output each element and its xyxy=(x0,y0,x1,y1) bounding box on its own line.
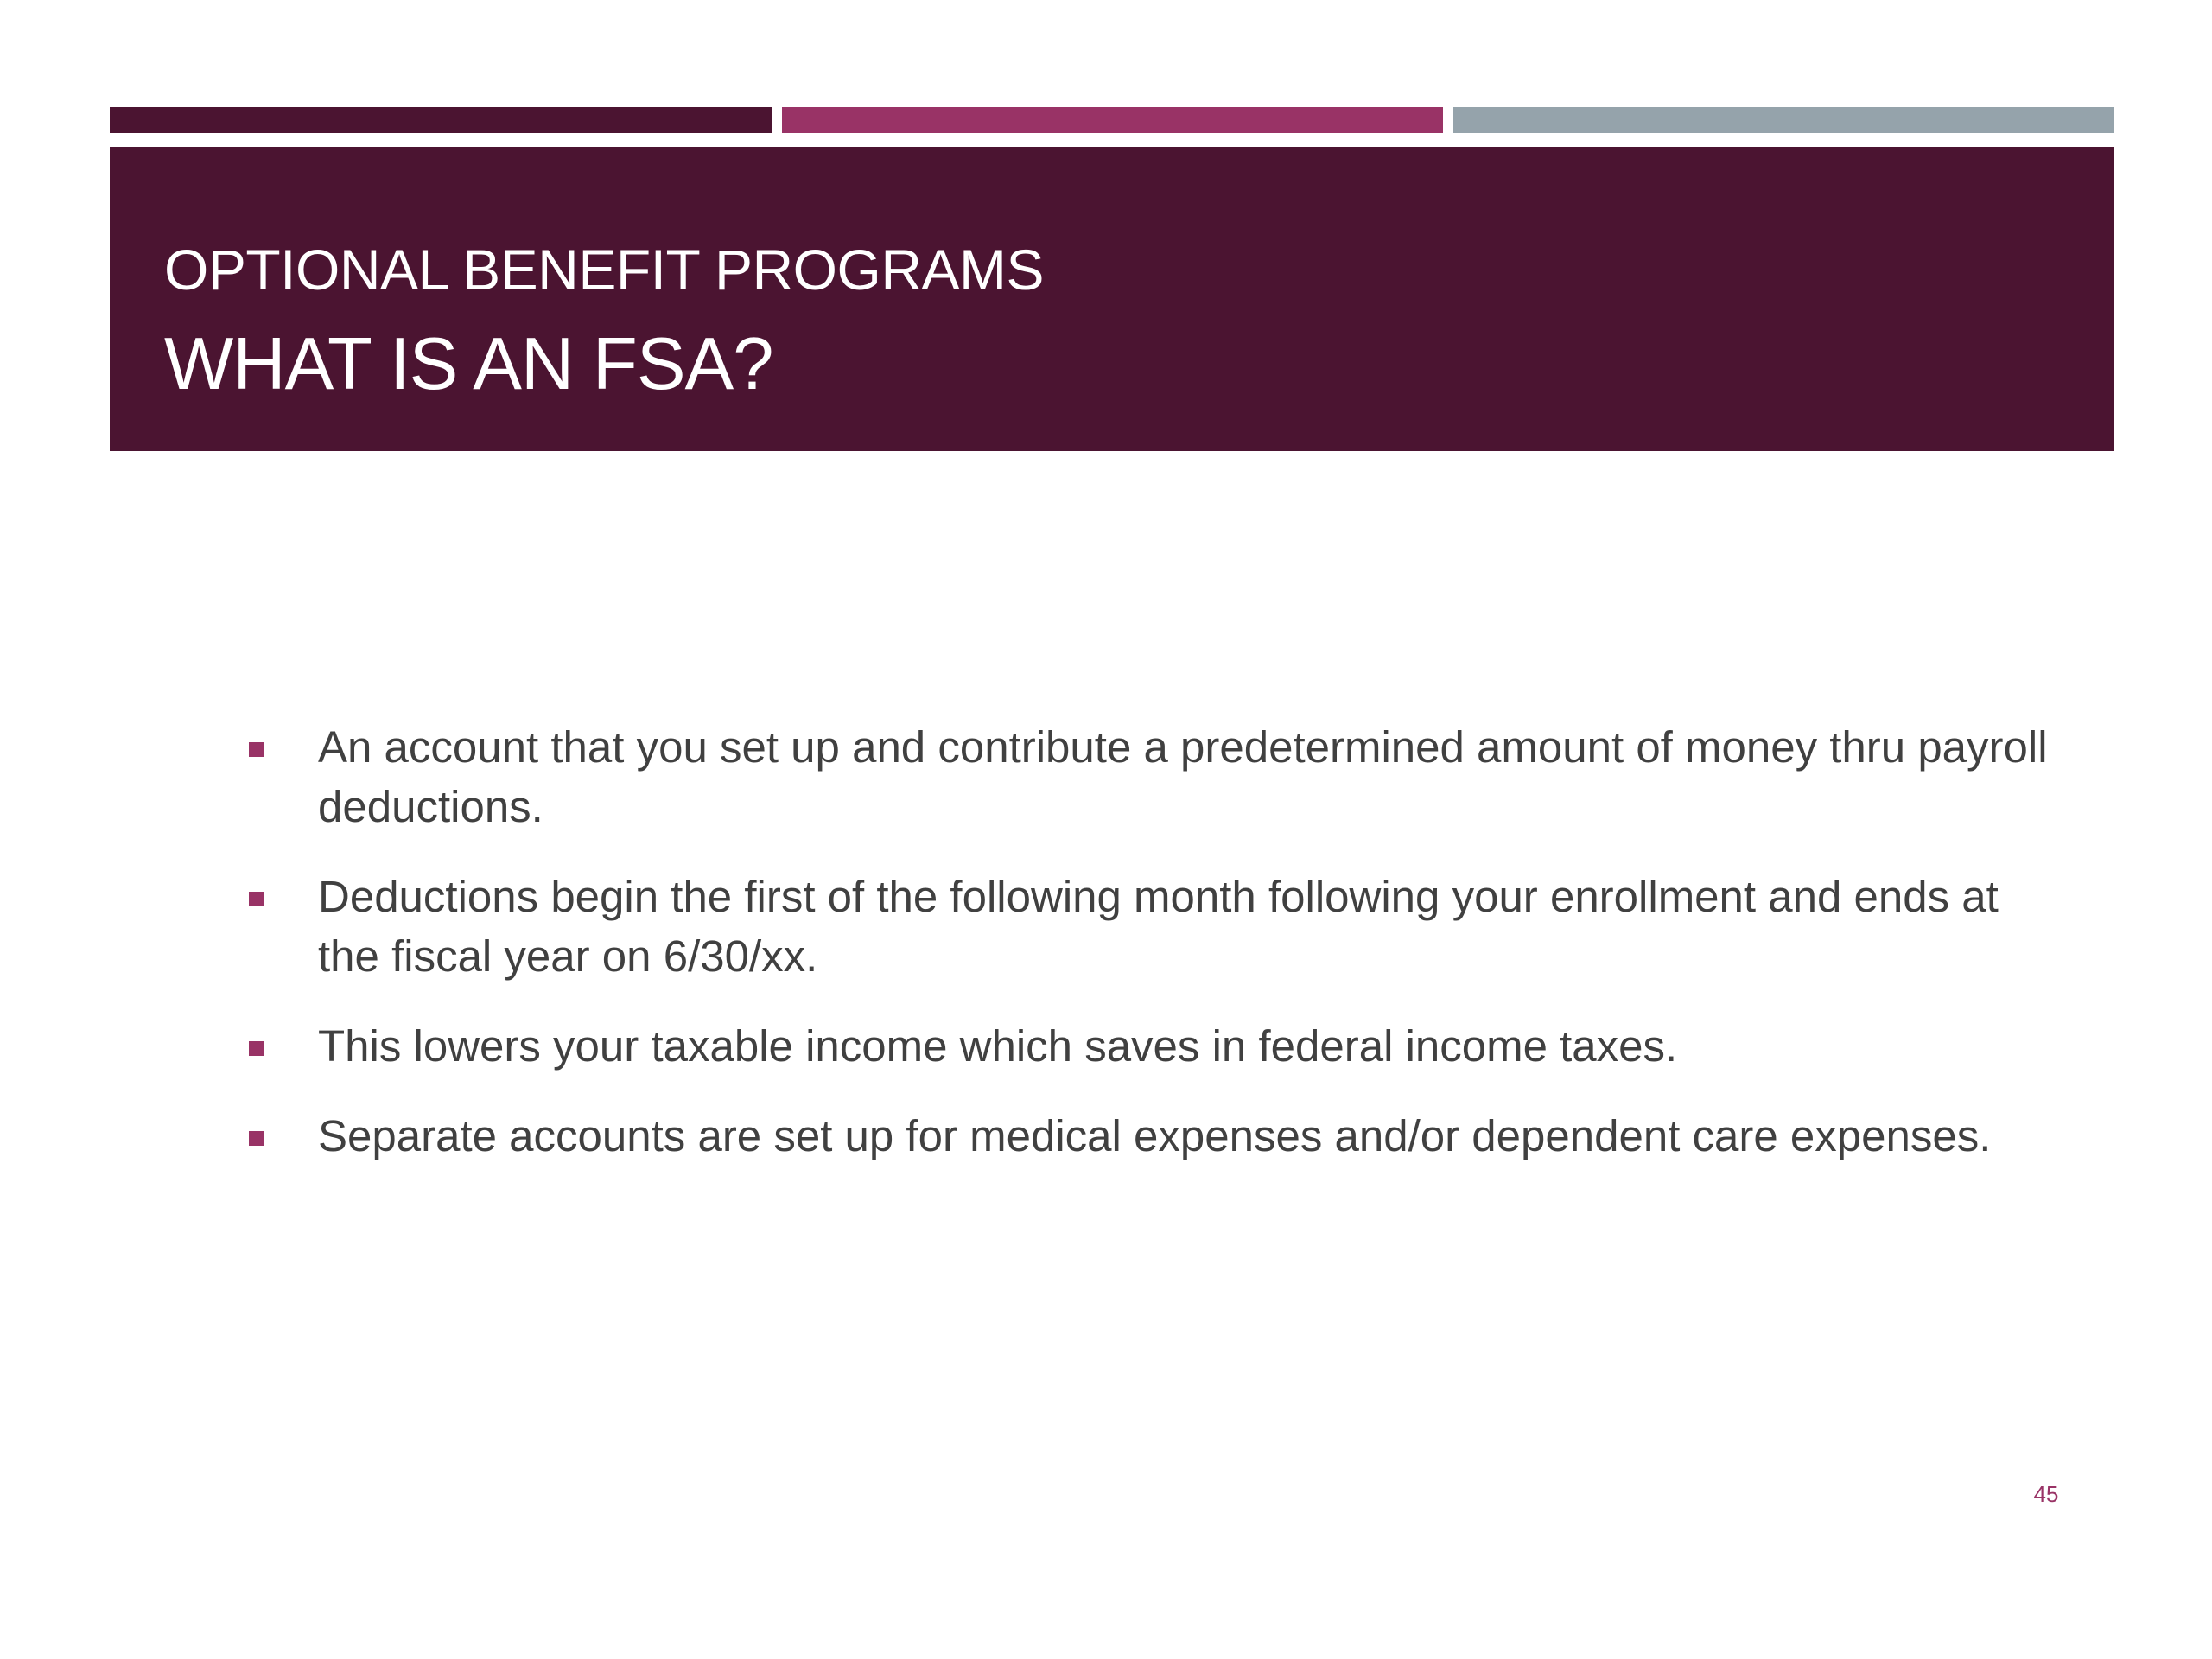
title-banner xyxy=(110,147,2114,451)
bullet-item xyxy=(244,867,2058,986)
bullet-text: Separate accounts are set up for medical expenses and/or dependent care expenses. xyxy=(318,1111,1992,1160)
slide-supertitle: OPTIONAL BENEFIT PROGRAMS xyxy=(164,238,1045,302)
accent-bar-dark xyxy=(110,107,772,133)
slide-title: WHAT IS AN FSA? xyxy=(164,323,773,405)
bullet-item xyxy=(244,1106,2058,1166)
slide-page-number: 45 xyxy=(2033,1481,2059,1507)
bullet-list xyxy=(244,717,2058,1196)
square-bullet-icon xyxy=(249,892,264,906)
bullet-text: An account that you set up and contribute a predetermined amount of money thru payroll deductions. xyxy=(318,722,2048,831)
square-bullet-icon xyxy=(249,1131,264,1146)
accent-bar-magenta xyxy=(782,107,1443,133)
bullet-item xyxy=(244,1016,2058,1076)
square-bullet-icon xyxy=(249,1041,264,1056)
accent-bar-gray xyxy=(1453,107,2114,133)
bullet-text: Deductions begin the first of the following month following your enrollment and ends at the fiscal year on 6/30/xx. xyxy=(318,872,1999,981)
bullet-item xyxy=(244,717,2058,836)
square-bullet-icon xyxy=(249,742,264,757)
bullet-text: This lowers your taxable income which saves in federal income taxes. xyxy=(318,1021,1678,1071)
